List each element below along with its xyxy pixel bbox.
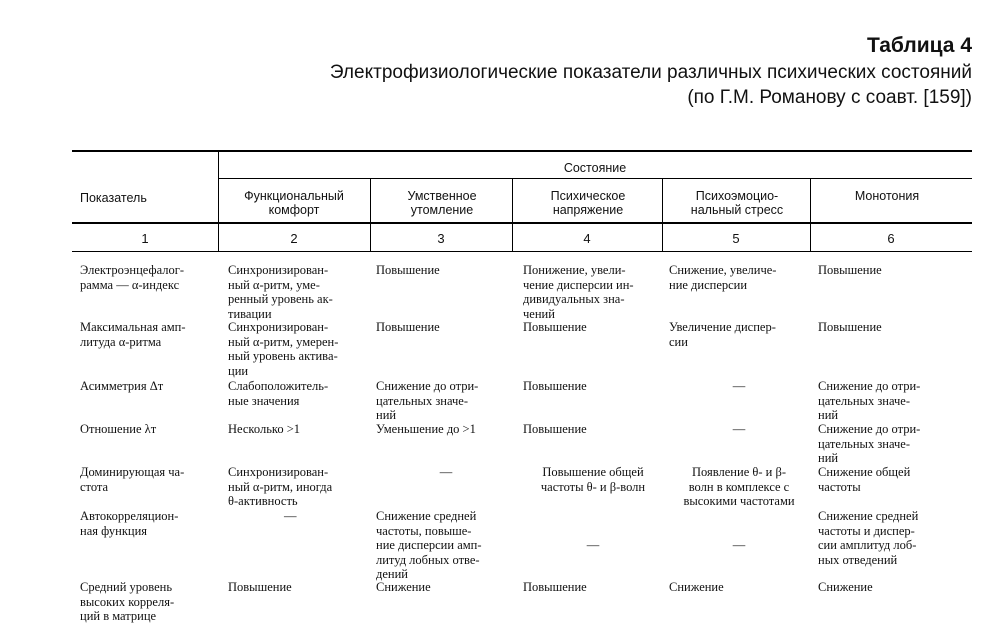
header-bottom-rule [72,222,972,224]
row-4-comfort: Несколько >1 [228,422,301,436]
row-1-comfort: Синхронизирован- ный α-ритм, уме- ренный уровень ак- тивации [228,263,333,321]
row-5-comfort: Синхронизирован- ный α-ритм, иногда θ-активность [228,465,333,508]
row-2-tension: Повышение [523,320,587,334]
row-6-comfort: — [284,509,297,523]
row-1-tension: Понижение, увели- чение дисперсии ин- дивидуальных зна- чений [523,263,634,321]
row-7-fatigue: Снижение [376,580,431,594]
row-7-monotony: Снижение [818,580,873,594]
row-5-monotony: Снижение общей частоты [818,465,911,494]
state-header-monotony: Монотония [854,189,920,203]
row-5-fatigue: — [439,465,453,479]
table-title-line-2: (по Г.М. Романову с соавт. [159]) [687,87,972,108]
row-5-indicator: Доминирующая ча- стота [80,465,185,494]
row-2-indicator: Максимальная амп- литуда α-ритма [80,320,186,349]
row-3-fatigue: Снижение до отри- цательных значе- ний [376,379,479,422]
row-5-stress: Появление θ- и β- волн в комплексе с высокими частотами [683,465,795,508]
row-4-tension: Повышение [523,422,587,436]
row-1-indicator: Электроэнцефалог- рамма — α-индекс [80,263,185,292]
state-header-fatigue: Умственное утомление [407,189,477,217]
row-4-indicator: Отношение λт [80,422,157,436]
row-7-comfort: Повышение [228,580,292,594]
col-number-5: 5 [732,231,740,246]
numbers-bottom-rule [72,251,972,252]
row-5-tension: Повышение общей частоты θ- и β-волн [540,465,646,494]
row-6-fatigue: Снижение средней частоты, повыше- ние дисперсии амп- литуд лобных отве- дений [376,509,482,581]
row-1-stress: Снижение, увеличе- ние дисперсии [669,263,777,292]
col-number-6: 6 [887,231,895,246]
table-title-line-1: Электрофизиологические показатели различных психических состояний [329,62,972,83]
row-3-tension: Повышение [523,379,587,393]
row-7-indicator: Средний уровень высоких корреля- ций в матрице [80,580,175,623]
state-header-comfort: Функциональный комфорт [244,189,344,217]
row-3-stress: — [732,379,746,393]
col-number-3: 3 [437,231,445,246]
table-label: Таблица 4 [866,34,972,57]
state-header-stress: Психоэмоцио- нальный стресс [690,189,784,217]
state-header-tension: Психическое напряжение [550,189,626,217]
row-2-fatigue: Повышение [376,320,440,334]
col-number-4: 4 [583,231,591,246]
col-number-2: 2 [290,231,298,246]
row-2-stress: Увеличение диспер- сии [669,320,776,349]
row-7-stress: Снижение [669,580,724,594]
row-2-monotony: Повышение [818,320,882,334]
row-1-monotony: Повышение [818,263,882,277]
top-rule [72,150,972,152]
row-4-fatigue: Уменьшение до >1 [376,422,476,436]
row-2-comfort: Синхронизирован- ный α-ритм, умерен- ный уровень активa- ции [228,320,339,378]
state-group-rule [218,178,972,179]
row-4-monotony: Снижение до отри- цательных значе- ний [818,422,921,465]
row-7-tension: Повышение [523,580,587,594]
indicator-header: Показатель [80,191,147,205]
row-3-monotony: Снижение до отри- цательных значе- ний [818,379,921,422]
state-group-header: Состояние [563,161,627,175]
col-number-1: 1 [141,231,149,246]
row-6-monotony: Снижение средней частоты и диспер- сии амплитуд лоб- ных отведений [818,509,919,567]
row-4-stress: — [732,422,746,436]
row-6-tension: — [586,538,600,552]
row-3-indicator: Асимметрия Δт [80,379,164,393]
row-1-fatigue: Повышение [376,263,440,277]
row-3-comfort: Слабоположитель- ные значения [228,379,329,408]
row-6-indicator: Автокорреляцион- ная функция [80,509,179,538]
row-6-stress: — [732,538,746,552]
